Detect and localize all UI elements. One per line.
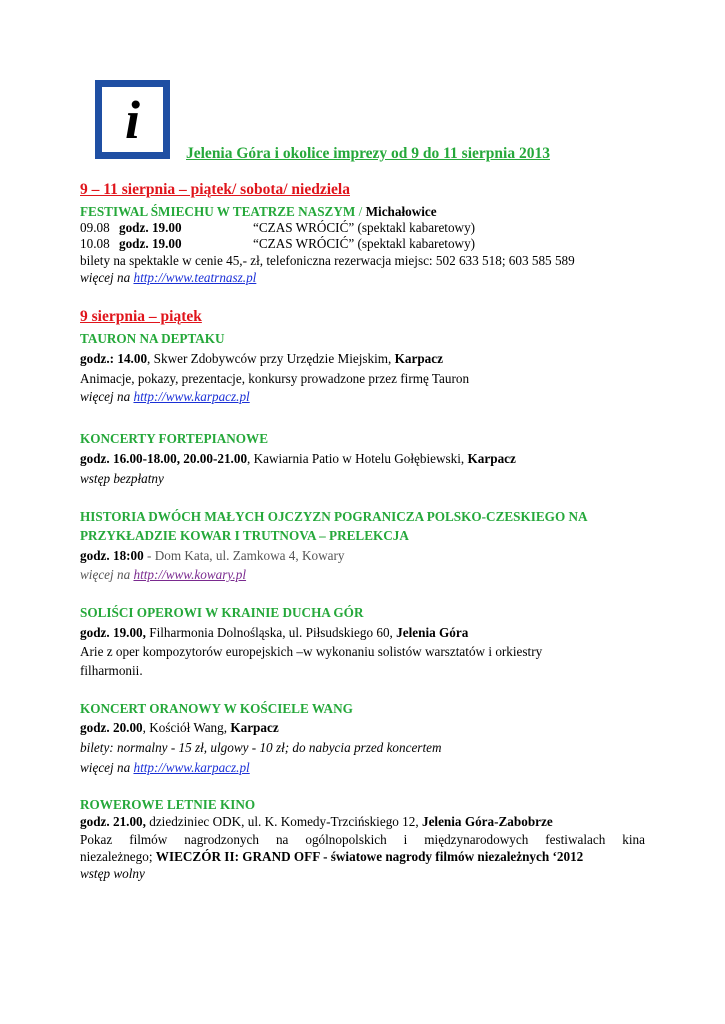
event-time: godz. 21.00, (80, 814, 146, 829)
event-when-where (80, 351, 443, 367)
day-heading-weekend: 9 – 11 sierpnia – piątek/ sobota/ niedziela (80, 181, 350, 198)
title-separator: / (355, 204, 366, 219)
event-title: HISTORIA DWÓCH MAŁYCH OJCZYZN POGRANICZA POLSKO-CZESKIEGO NA (80, 509, 588, 524)
event-description: Pokaz filmów nagrodzonych na ogólnopolskich i międzynarodowych festiwalach kina (80, 832, 645, 847)
more-label: więcej na (80, 270, 134, 285)
event-time: godz.: 14.00 (80, 351, 148, 366)
event-note: wstęp wolny (80, 866, 145, 881)
event-when-where (80, 451, 516, 467)
event-city: Karpacz (467, 451, 516, 466)
event-title: TAURON NA DEPTAKU (80, 331, 225, 346)
event-time: godz. 18:00 (80, 548, 144, 563)
info-logo (95, 80, 170, 159)
more-label: więcej na (80, 760, 134, 775)
schedule-time: godz. 19.00 (118, 236, 182, 251)
event-when-where (80, 814, 553, 830)
website-link[interactable]: http://www.kowary.pl (133, 567, 247, 582)
website-link[interactable]: http://www.teatrnasz.pl (133, 270, 257, 285)
ticket-info: bilety na spektakle w cenie 45,- zł, telefoniczna rezerwacja miejsc: 502 633 518; 603 585 589 (80, 253, 575, 268)
schedule-time: godz. 19.00 (118, 220, 182, 235)
event-title: FESTIWAL ŚMIECHU W TEATRZE NASZYM (80, 204, 356, 219)
event-when-where (80, 720, 279, 736)
event-when-where (80, 625, 468, 641)
page-title: Jelenia Góra i okolice imprezy od 9 do 11 sierpnia 2013 (186, 145, 550, 162)
schedule-date: 09.08 (80, 220, 110, 235)
event-place: , Kawiarnia Patio w Hotelu Gołębiewski, (247, 451, 468, 466)
event-city: Jelenia Góra (396, 625, 469, 640)
event-description (80, 849, 583, 865)
event-description: filharmonii. (80, 663, 143, 678)
more-line (80, 270, 256, 286)
event-place: - Dom Kata, ul. Zamkowa 4, Kowary (143, 548, 345, 563)
event-title-line (80, 203, 437, 221)
event-time: godz. 19.00, (80, 625, 146, 640)
event-place: Filharmonia Dolnośląska, ul. Piłsudskiego 60, (145, 625, 397, 640)
more-label: więcej na (80, 567, 134, 582)
description-text: niezależnego; (80, 849, 156, 864)
event-time: godz. 16.00-18.00, 20.00-21.00 (80, 451, 248, 466)
schedule-show: “CZAS WRÓCIĆ” (spektakl kabaretowy) (253, 236, 476, 251)
event-city: Karpacz (394, 351, 443, 366)
schedule-row (80, 236, 182, 252)
event-place: dziedziniec ODK, ul. K. Komedy-Trzcińskiego 12, (145, 814, 422, 829)
event-title: KONCERTY FORTEPIANOWE (80, 431, 268, 446)
event-title: KONCERT ORANOWY W KOŚCIELE WANG (80, 701, 353, 716)
schedule-date: 10.08 (80, 236, 110, 251)
schedule-row (80, 220, 182, 236)
info-logo-inner (102, 87, 163, 152)
ticket-prices: bilety: normalny - 15 zł, ulgowy - 10 zł; do nabycia przed koncertem (80, 740, 442, 755)
event-when-where (80, 548, 344, 564)
event-description: Animacje, pokazy, prezentacje, konkursy prowadzone przez firmę Tauron (80, 371, 470, 386)
more-label: więcej na (80, 389, 134, 404)
schedule-show: “CZAS WRÓCIĆ” (spektakl kabaretowy) (253, 220, 476, 235)
info-icon: i (124, 89, 140, 150)
event-note: wstęp bezpłatny (80, 471, 164, 486)
more-line (80, 567, 246, 583)
event-title: SOLIŚCI OPEROWI W KRAINIE DUCHA GÓR (80, 605, 364, 620)
event-city: Jelenia Góra-Zabobrze (421, 814, 553, 829)
event-description: Arie z oper kompozytorów europejskich –w wykonaniu solistów warsztatów i orkiestry (80, 644, 543, 659)
event-title: PRZYKŁADZIE KOWAR I TRUTNOVA – PRELEKCJA (80, 528, 409, 543)
description-highlight: WIECZÓR II: GRAND OFF - światowe nagrody filmów niezależnych ‘2012 (155, 849, 584, 864)
website-link[interactable]: http://www.karpacz.pl (133, 760, 250, 775)
website-link[interactable]: http://www.karpacz.pl (133, 389, 250, 404)
day-heading-friday: 9 sierpnia – piątek (80, 308, 202, 325)
more-line (80, 389, 250, 405)
more-line (80, 760, 250, 776)
event-place: , Kościół Wang, (142, 720, 231, 735)
event-place: , Skwer Zdobywców przy Urzędzie Miejskim, (147, 351, 395, 366)
event-title: ROWEROWE LETNIE KINO (80, 797, 256, 812)
event-place: Michałowice (365, 204, 437, 219)
event-city: Karpacz (230, 720, 279, 735)
event-time: godz. 20.00 (80, 720, 143, 735)
